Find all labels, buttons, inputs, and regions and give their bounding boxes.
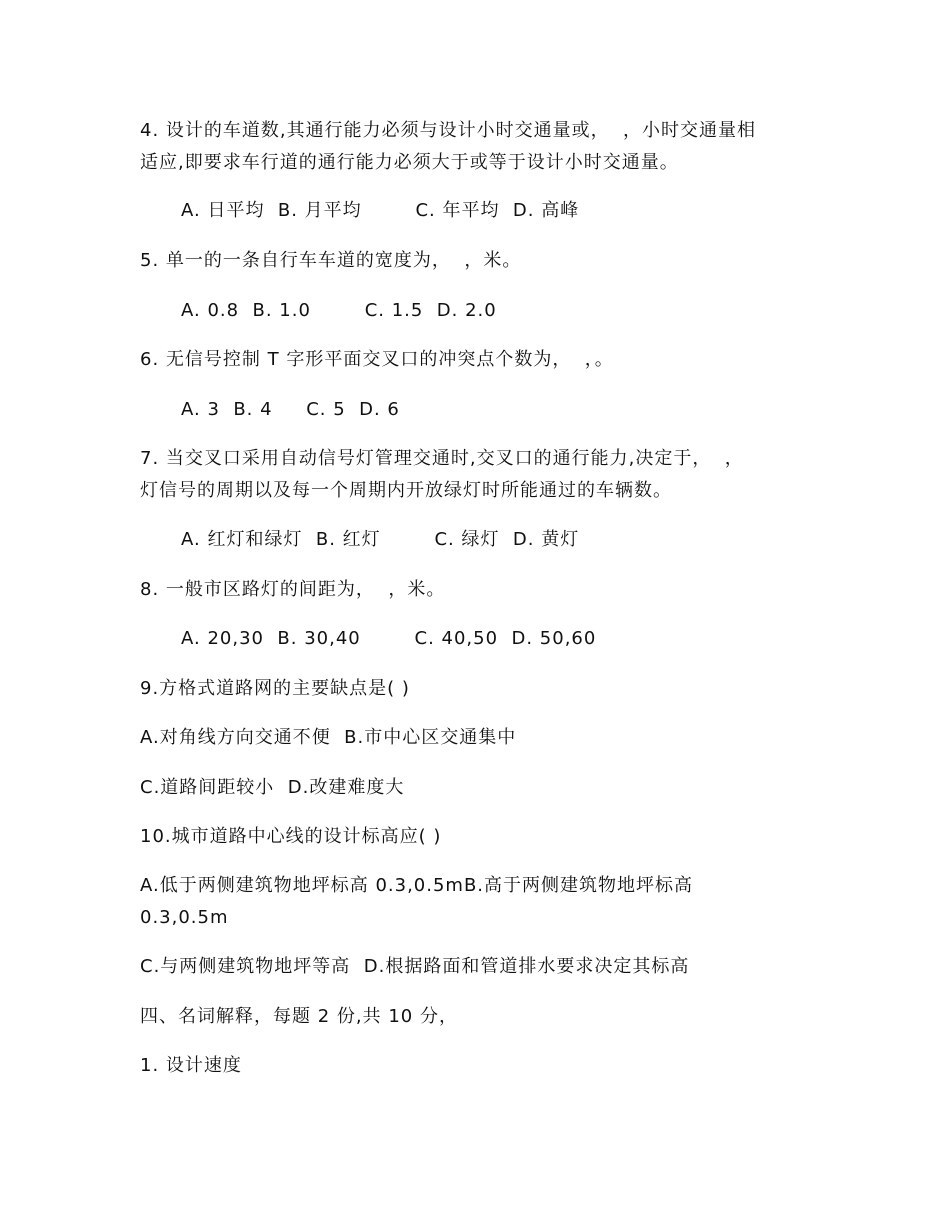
term-item-1: 1. 设计速度: [140, 1055, 242, 1076]
q4-options: A. 日平均 B. 月平均 C. 年平均 D. 高峰: [181, 200, 580, 221]
q9-options-line1: A.对角线方向交通不便 B.市中心区交通集中: [140, 727, 517, 748]
q5-options: A. 0.8 B. 1.0 C. 1.5 D. 2.0: [181, 300, 497, 321]
q6-options: A. 3 B. 4 C. 5 D. 6: [181, 399, 400, 420]
q7-options: A. 红灯和绿灯 B. 红灯 C. 绿灯 D. 黄灯: [181, 529, 580, 550]
q8-options: A. 20,30 B. 30,40 C. 40,50 D. 50,60: [181, 628, 597, 649]
q4-stem-line2: 适应,即要求车行道的通行能力必须大于或等于设计小时交通量。: [140, 152, 679, 173]
q8-stem: 8. 一般市区路灯的间距为， ，米。: [140, 579, 446, 600]
q10-options-line1: A.低于两侧建筑物地坪标高 0.3,0.5mB.高于两侧建筑物地坪标高: [140, 875, 694, 896]
q4-stem-line1: 4. 设计的车道数,其通行能力必须与设计小时交通量或， ，小时交通量相: [140, 120, 757, 141]
q10-stem: 10.城市道路中心线的设计标高应( ): [140, 826, 442, 847]
q7-stem-line1: 7. 当交叉口采用自动信号灯管理交通时,交叉口的通行能力,决定于， ，: [140, 448, 744, 469]
q7-stem-line2: 灯信号的周期以及每一个周期内开放绿灯时所能通过的车辆数。: [140, 480, 672, 501]
q10-options-line3: C.与两侧建筑物地坪等高 D.根据路面和管道排水要求决定其标高: [140, 956, 690, 977]
q10-options-line2: 0.3,0.5m: [140, 907, 229, 928]
section-heading: 四、名词解释，每题 2 份,共 10 分，: [140, 1006, 458, 1027]
q9-stem: 9.方格式道路网的主要缺点是( ): [140, 678, 410, 699]
q6-stem: 6. 无信号控制 T 字形平面交叉口的冲突点个数为， ，。: [140, 349, 614, 370]
q9-options-line2: C.道路间距较小 D.改建难度大: [140, 777, 405, 798]
q5-stem: 5. 单一的一条自行车车道的宽度为， ，米。: [140, 250, 522, 271]
